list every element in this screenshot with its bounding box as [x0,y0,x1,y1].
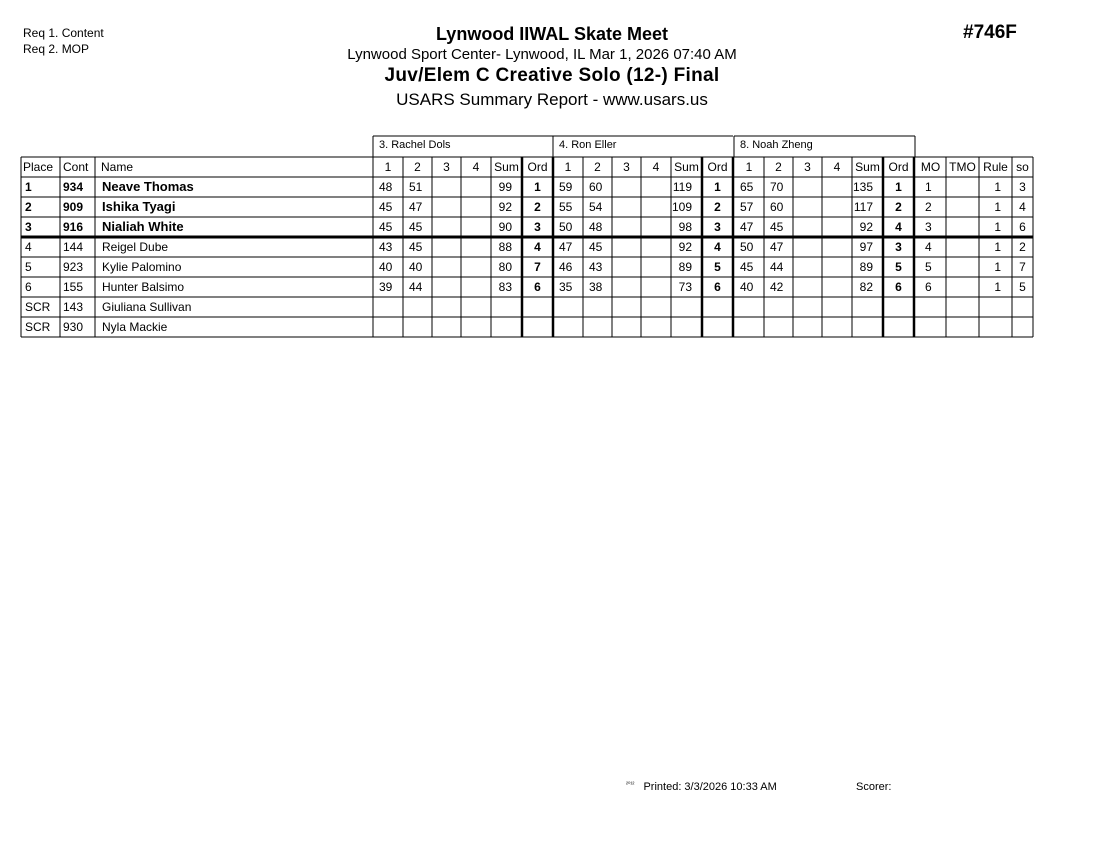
rule-cell: 1 [994,280,1001,294]
judge-score-cell: 73 [678,280,692,294]
judge-score-cell [438,257,461,277]
judge-score-cell [647,277,671,297]
so-cell [1012,297,1033,317]
tmo-cell [946,317,979,337]
place-cell: SCR [25,300,51,314]
judge-score-cell [647,197,671,217]
judge-score-cell [740,317,764,337]
rule-cell: 1 [994,220,1001,234]
judge-score-cell: 50 [740,240,754,254]
meet-title: Lynwood IIWAL Skate Meet [435,24,669,44]
skater-name-cell: Hunter Balsimo [102,280,185,294]
col-header-judge-4: 4 [652,160,660,174]
col-header-judge-4: 4 [833,160,841,174]
judge-score-cell: 7 [534,260,541,274]
contestant-number-cell: 930 [63,320,84,334]
judge-score-cell [828,297,852,317]
judge-score-cell: 3 [714,220,721,234]
report-subtitle: USARS Summary Report - www.usars.us [396,90,708,109]
judge-score-cell [883,317,914,337]
judge-score-cell: 117 [853,200,873,214]
skater-name-cell: Neave Thomas [102,179,194,194]
judge-score-cell: 42 [770,280,784,294]
judge-score-cell [522,297,553,317]
judge-score-cell [618,237,641,257]
judge-score-cell: 45 [409,240,423,254]
col-header-judge-1: 1 [564,160,572,174]
judge-score-cell [467,237,491,257]
judge-score-cell [799,257,822,277]
judge-score-cell: 60 [589,180,603,194]
judge-score-cell: 39 [379,280,393,294]
judge-score-cell [467,257,491,277]
judge-score-cell [438,217,461,237]
judge-score-cell: 45 [409,220,423,234]
judge-score-cell: 45 [770,220,784,234]
col-header-judge-1: 1 [745,160,753,174]
col-header-judge-2: 2 [775,160,782,174]
judge-score-cell [799,197,822,217]
judge-score-cell [467,297,491,317]
judge-score-cell [799,217,822,237]
judge-score-cell: 2 [895,200,902,214]
judge-score-cell [467,217,491,237]
judge-score-cell: 92 [498,200,512,214]
judge-score-cell: 4 [714,240,721,254]
judge-score-cell: 6 [534,280,541,294]
place-cell: 5 [25,260,32,274]
so-cell: 5 [1019,280,1026,294]
col-header-tmo: TMO [949,160,976,174]
place-cell: 4 [25,240,32,254]
judge-score-cell: 35 [559,280,573,294]
judge-score-cell [799,297,822,317]
judge-score-cell [770,297,793,317]
judge-score-cell [618,177,641,197]
skater-name-cell: Kylie Palomino [102,260,182,274]
col-header-judge-sum: Sum [494,160,519,174]
tmo-cell [946,177,979,197]
mo-cell: 4 [925,240,932,254]
judge-score-cell [852,317,873,337]
col-header-rule: Rule [983,160,1008,174]
judge-score-cell: 51 [409,180,423,194]
judge-score-cell [589,317,612,337]
judge-score-cell: 65 [740,180,754,194]
report-code: #746F [963,22,1017,43]
col-header-judge-ord: Ord [527,160,548,174]
judge-score-cell [589,297,612,317]
judge-name: 4. Ron Eller [559,139,617,151]
judge-score-cell [438,317,461,337]
judge-score-cell: 59 [559,180,573,194]
judge-score-cell [409,317,432,337]
contestant-number-cell: 155 [63,280,84,294]
requirement-1: Req 1. Content [23,26,104,40]
tmo-cell [946,277,979,297]
place-cell: 2 [25,200,32,214]
judge-score-cell [618,277,641,297]
judge-score-cell [702,297,733,317]
judge-score-cell: 97 [859,240,873,254]
judge-score-cell [852,297,873,317]
judge-score-cell: 99 [498,180,512,194]
so-cell: 3 [1019,180,1026,194]
skater-name-cell: Reigel Dube [102,240,169,254]
judge-score-cell: 6 [895,280,902,294]
judge-score-cell: 2 [714,200,721,214]
judge-score-cell [618,257,641,277]
judge-score-cell: 5 [895,260,902,274]
contestant-number-cell: 143 [63,300,84,314]
so-cell: 2 [1019,240,1026,254]
judge-score-cell: 46 [559,260,573,274]
contestant-number-cell: 934 [63,180,84,194]
judge-score-cell [799,277,822,297]
judge-score-cell [828,177,852,197]
judge-score-cell [828,217,852,237]
judge-name: 3. Rachel Dols [379,139,451,151]
judge-score-cell: 3 [895,240,902,254]
col-header-judge-sum: Sum [674,160,699,174]
judge-score-cell [438,277,461,297]
judge-score-cell [647,217,671,237]
rule-cell: 1 [994,240,1001,254]
judge-score-cell: 45 [740,260,754,274]
rule-cell [979,317,1001,337]
judge-score-cell: 89 [678,260,692,274]
judge-score-cell [467,197,491,217]
col-header-judge-1: 1 [384,160,392,174]
so-cell [1012,317,1033,337]
judge-score-cell: 45 [379,200,393,214]
judge-score-cell [379,297,403,317]
judge-name: 8. Noah Zheng [740,139,813,151]
skater-name-cell: Giuliana Sullivan [102,300,192,314]
judge-score-cell [438,297,461,317]
mo-cell [925,297,943,317]
judge-score-cell [438,197,461,217]
judge-score-cell: 47 [559,240,573,254]
col-header-judge-sum: Sum [855,160,880,174]
judge-score-cell: 5 [714,260,721,274]
judge-score-cell [799,237,822,257]
judge-score-cell: 135 [852,180,873,194]
mo-cell: 3 [925,220,932,234]
judge-score-cell [702,317,733,337]
judge-score-cell: 57 [740,200,754,214]
judge-score-cell [647,177,671,197]
judge-score-cell: 54 [589,200,603,214]
judge-score-cell [828,317,852,337]
judge-score-cell: 47 [409,200,423,214]
judge-score-cell [799,177,822,197]
rule-cell: 1 [994,200,1001,214]
mo-cell: 2 [925,200,932,214]
tmo-cell [946,237,979,257]
judge-score-cell: 40 [740,280,754,294]
so-cell: 7 [1019,260,1026,274]
judge-score-cell: 92 [678,240,692,254]
judge-score-cell [491,297,512,317]
requirement-2: Req 2. MOP [23,42,90,56]
col-header-mo: MO [920,160,941,174]
judge-score-cell [409,297,432,317]
judge-score-cell [618,317,641,337]
judge-score-cell: 6 [714,280,721,294]
printed-stamp [626,781,777,793]
contestant-number-cell: 144 [63,240,84,254]
printed-date: Printed: 3/3/2026 10:33 AM [643,781,777,793]
col-header-judge-2: 2 [414,160,421,174]
mo-cell: 1 [925,180,932,194]
judge-score-cell [828,277,852,297]
judge-score-cell: 83 [498,280,512,294]
judge-score-cell: 98 [678,220,692,234]
col-header-so: so [1016,160,1029,174]
contestant-number-cell: 916 [63,220,84,234]
tmo-cell [946,257,979,277]
col-header-place: Place [23,160,54,174]
judge-score-cell [618,197,641,217]
judge-score-cell: 40 [379,260,393,274]
judge-score-cell [438,237,461,257]
judge-score-cell: 109 [671,200,692,214]
judge-score-cell [467,177,491,197]
judge-score-cell: 60 [770,200,784,214]
col-header-judge-3: 3 [623,160,630,174]
judge-score-cell: 48 [379,180,393,194]
judge-score-cell: 89 [859,260,873,274]
judge-score-cell: 70 [770,180,784,194]
skater-name-cell: Nialiah White [102,219,184,234]
rule-cell: 1 [994,260,1001,274]
rule-cell: 1 [994,180,1001,194]
mo-cell: 6 [925,280,932,294]
col-header-judge-4: 4 [472,160,480,174]
col-header-judge-2: 2 [594,160,601,174]
judge-score-cell [883,297,914,317]
judge-score-cell [799,317,822,337]
judge-score-cell [671,317,692,337]
judge-score-cell: 2 [534,200,541,214]
judge-score-cell [438,177,461,197]
tmo-cell [946,297,979,317]
place-cell: 6 [25,280,32,294]
judge-score-cell: 38 [589,280,603,294]
judge-score-cell [770,317,793,337]
scorer-label: Scorer: [856,781,892,793]
judge-score-cell [522,317,553,337]
judge-score-cell: 4 [895,220,902,234]
judge-score-cell [467,317,491,337]
judge-score-cell [740,297,764,317]
skater-name-cell: Nyla Mackie [102,320,168,334]
col-header-cont: Cont [63,160,89,174]
skater-name-cell: Ishika Tyagi [102,199,176,214]
judge-score-cell [671,297,692,317]
judge-score-cell: 119 [672,180,692,194]
mini-code: ²⁰¹² [626,782,635,788]
judge-score-cell: 45 [589,240,603,254]
judge-score-cell: 47 [770,240,784,254]
judge-score-cell: 4 [534,240,541,254]
place-cell: SCR [25,320,51,334]
judge-score-cell: 43 [589,260,603,274]
so-cell: 4 [1019,200,1026,214]
judge-score-cell: 3 [534,220,541,234]
tmo-cell [946,197,979,217]
judge-score-cell [828,197,852,217]
judge-score-cell: 44 [770,260,784,274]
col-header-name: Name [101,160,134,174]
judge-score-cell: 48 [589,220,603,234]
col-header-judge-3: 3 [443,160,450,174]
judge-score-cell [618,297,641,317]
col-header-judge-ord: Ord [888,160,909,174]
mo-cell [925,317,943,337]
judge-score-cell [379,317,403,337]
judge-score-cell: 1 [895,180,902,194]
judge-score-cell [559,317,583,337]
judge-score-cell [491,317,512,337]
tmo-cell [946,217,979,237]
judge-score-cell: 43 [379,240,393,254]
so-cell: 6 [1019,220,1026,234]
place-cell: 1 [25,180,32,194]
judge-score-cell [647,237,671,257]
judge-score-cell: 88 [498,240,512,254]
judge-score-cell [618,217,641,237]
judge-score-cell [647,297,671,317]
judge-score-cell: 80 [498,260,512,274]
col-header-judge-3: 3 [804,160,811,174]
judge-score-cell: 45 [379,220,393,234]
mo-cell: 5 [925,260,932,274]
judge-score-cell [647,257,671,277]
judge-score-cell: 55 [559,200,573,214]
venue-line: Lynwood Sport Center- Lynwood, IL Mar 1, 2026 07:40 AM [347,46,737,63]
contestant-number-cell: 923 [63,260,84,274]
judge-score-cell: 90 [498,220,512,234]
judge-score-cell: 92 [859,220,873,234]
judge-score-cell [828,257,852,277]
judge-score-cell [467,277,491,297]
judge-score-cell [647,317,671,337]
judge-score-cell [559,297,583,317]
judge-score-cell: 44 [409,280,423,294]
judge-score-cell [828,237,852,257]
col-header-judge-ord: Ord [707,160,728,174]
judge-score-cell: 82 [859,280,873,294]
judge-score-cell: 50 [559,220,573,234]
rule-cell [979,297,1001,317]
judge-score-cell: 1 [714,180,721,194]
judge-score-cell: 1 [534,180,541,194]
judge-score-cell: 40 [409,260,423,274]
judge-score-cell: 47 [740,220,754,234]
place-cell: 3 [25,220,32,234]
contestant-number-cell: 909 [63,200,84,214]
event-title: Juv/Elem C Creative Solo (12-) Final [384,65,720,86]
